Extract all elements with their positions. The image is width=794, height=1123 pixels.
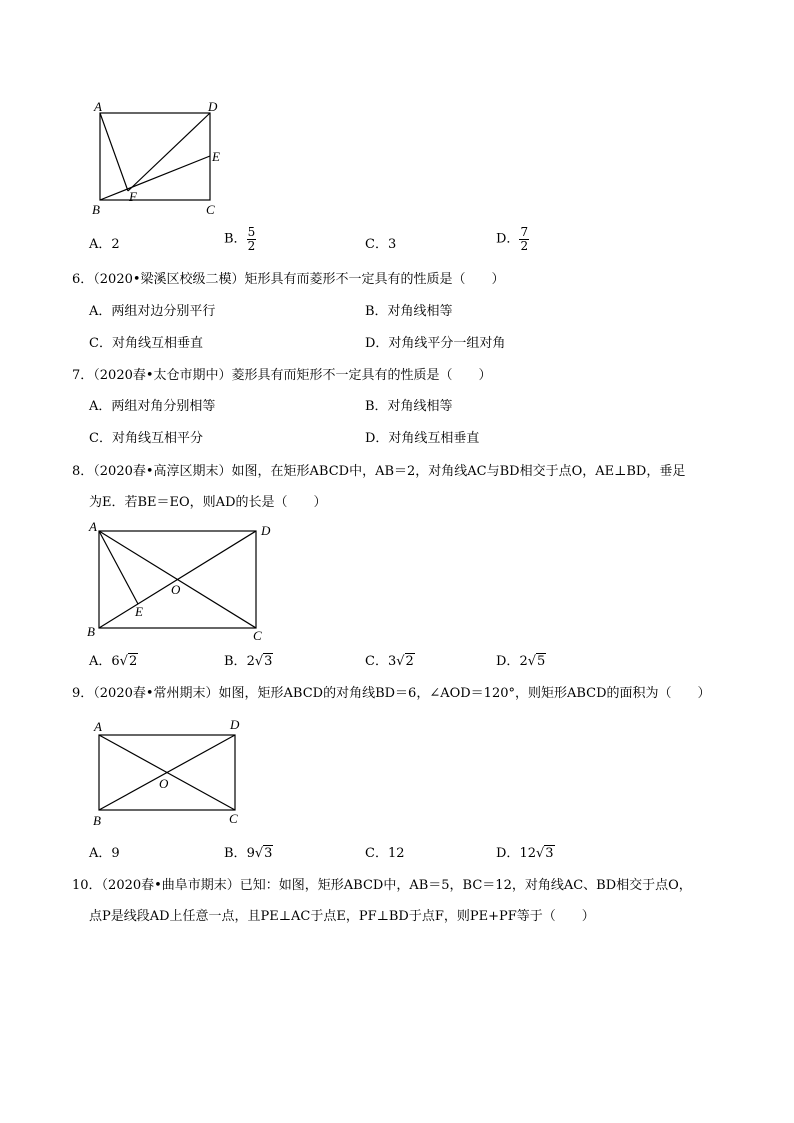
label-b: B: [87, 624, 95, 639]
q9-option-a[interactable]: [89, 845, 120, 863]
option-letter: B．: [224, 846, 247, 861]
q7-stem: 7．（2020春•太仓市期中）菱形具有而矩形不一定具有的性质是（ ）: [72, 368, 492, 383]
q7-option-b[interactable]: B．对角线相等: [365, 399, 453, 414]
q9-option-c[interactable]: [365, 845, 405, 863]
segment-ae: [99, 531, 138, 604]
label-a: A: [94, 719, 102, 734]
radicand: 3: [264, 846, 273, 861]
label-o: O: [159, 776, 169, 791]
option-letter: C．: [365, 846, 388, 861]
q9-option-d[interactable]: [496, 845, 555, 863]
fraction: [519, 226, 529, 253]
option-value: 2: [111, 237, 120, 252]
label-a: A: [89, 519, 97, 534]
q6-option-a[interactable]: A．两组对边分别平行: [89, 304, 216, 319]
option-value: 9: [111, 846, 120, 861]
segment-be: [100, 156, 210, 200]
option-letter: A．: [89, 846, 112, 861]
option-letter: A．: [89, 654, 112, 669]
q6-option-d[interactable]: D．对角线平分一组对角: [365, 336, 506, 351]
option-letter: A．: [89, 237, 112, 252]
fraction: [247, 226, 257, 253]
sqrt: √3: [254, 654, 273, 669]
q8-stem-line2: 为E．若BE＝EO，则AD的长是（ ）: [89, 495, 327, 510]
sqrt: √3: [254, 846, 273, 861]
label-b: B: [93, 813, 101, 828]
q5-option-a[interactable]: [89, 236, 120, 254]
option-letter: D．: [496, 231, 520, 247]
label-d: D: [208, 99, 218, 114]
label-e: E: [212, 149, 220, 164]
rectangle-abcd: [100, 113, 210, 200]
fraction-denominator: 2: [247, 239, 256, 253]
label-d: D: [230, 717, 240, 732]
coefficient: 12: [519, 846, 536, 861]
option-letter: C．: [365, 237, 388, 252]
radicand: 2: [405, 654, 414, 669]
figure-q5: [88, 98, 238, 220]
q10-stem-line2: 点P是线段AD上任意一点，且PE⊥AC于点E，PF⊥BD于点F，则PE+PF等于（ ）: [89, 909, 595, 924]
segment-af: [100, 113, 128, 191]
q8-option-c[interactable]: [365, 653, 415, 671]
q6-option-c[interactable]: C．对角线互相垂直: [89, 336, 203, 351]
option-value: 3: [387, 237, 397, 252]
option-letter: D．: [496, 846, 520, 861]
label-a: A: [94, 99, 102, 114]
fraction-numerator: 7: [520, 225, 529, 239]
q8-stem-line1: 8．（2020春•高淳区期末）如图，在矩形ABCD中，AB＝2，对角线AC与BD相交于点O，AE⊥BD，垂足: [72, 464, 686, 479]
coefficient: 2: [246, 654, 255, 669]
fraction-denominator: 2: [520, 239, 529, 253]
label-b: B: [92, 202, 100, 217]
sqrt: √2: [396, 654, 414, 669]
option-letter: C．: [365, 654, 388, 669]
radicand: 3: [264, 654, 273, 669]
label-c: C: [206, 202, 215, 217]
label-c: C: [229, 811, 238, 826]
q9-option-b[interactable]: [224, 845, 273, 863]
q8-option-b[interactable]: [224, 653, 273, 671]
q8-option-a[interactable]: [89, 653, 138, 671]
figure-q9: [86, 713, 256, 831]
label-c: C: [253, 628, 262, 643]
label-f: F: [129, 189, 137, 204]
label-e: E: [135, 604, 143, 619]
coefficient: 6: [111, 654, 120, 669]
q10-stem-line1: 10．（2020春•曲阜市期末）已知：如图，矩形ABCD中，AB＝5，BC＝12，对角线AC、BD相交于点O，: [72, 878, 692, 893]
q5-option-c[interactable]: [365, 236, 396, 254]
q5-option-b[interactable]: [224, 226, 256, 253]
option-letter: B．: [224, 654, 247, 669]
figure-q8: [84, 518, 284, 646]
radicand: 2: [128, 654, 138, 669]
coefficient: 9: [246, 846, 255, 861]
q5-option-d[interactable]: [496, 226, 529, 253]
q6-option-b[interactable]: B．对角线相等: [365, 304, 453, 319]
q6-stem: 6．（2020•梁溪区校级二模）矩形具有而菱形不一定具有的性质是（ ）: [72, 272, 505, 287]
sqrt: √3: [535, 846, 554, 861]
sqrt: √5: [527, 654, 546, 669]
coefficient: 3: [387, 654, 397, 669]
coefficient: 2: [519, 654, 528, 669]
label-d: D: [261, 523, 271, 538]
fraction-numerator: 5: [247, 225, 256, 239]
option-letter: D．: [496, 654, 520, 669]
q7-option-c[interactable]: C．对角线互相平分: [89, 431, 203, 446]
sqrt: √2: [119, 654, 138, 669]
q8-option-d[interactable]: [496, 653, 546, 671]
q7-option-a[interactable]: A．两组对角分别相等: [89, 399, 216, 414]
radicand: 3: [545, 846, 554, 861]
radicand: 5: [537, 654, 546, 669]
option-letter: B．: [224, 231, 247, 247]
label-o: O: [171, 582, 181, 597]
option-value: 12: [387, 846, 405, 861]
q7-option-d[interactable]: D．对角线互相垂直: [365, 431, 480, 446]
q9-stem: 9．（2020春•常州期末）如图，矩形ABCD的对角线BD＝6，∠AOD＝120°，则矩形ABCD的面积为（ ）: [72, 686, 711, 701]
segment-fd: [128, 113, 210, 191]
